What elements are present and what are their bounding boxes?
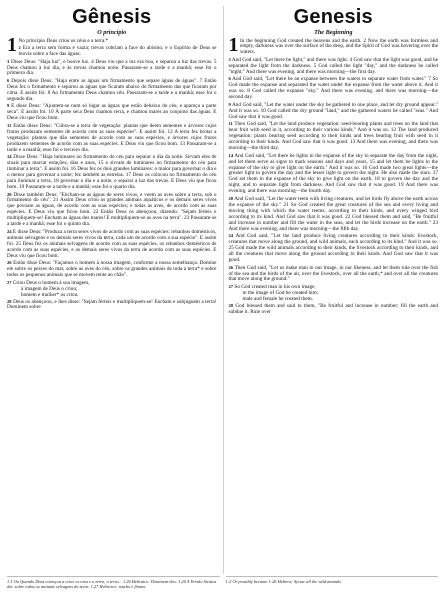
- footnotes: [7, 576, 438, 589]
- verse-text: Disse também Deus: "Encham-se as águas de seres vivos, e voem as aves sobre a terra, sob o firmamento do céu". 21 Assim Deus criou os grandes animais aquáticos e os demais seres vivos que povoam as águas, de acordo com as suas espécies; e todas as aves, de acordo com as suas espécies. E Deus viu que ficou bom. 22 Então Deus os abençoou, dizendo: "Sejam férteis e multipliquem-se! Encham as águas dos mares! E multipliquem-se as aves na terra". 23 Passaram-se a tarde e a manhã; esse foi o quinto dia.: [7, 191, 217, 228]
- verse-number: 6: [228, 76, 231, 82]
- verse-number: 27: [7, 279, 12, 285]
- verse-text: Depois disse Deus: "Haja entre as águas um firmamento que separe águas de águas". 7 Então Deus fez o firmamento e separou as águas que ficaram abaixo do firmamento das que ficaram por cima. E assim foi. 8 Ao firmamento Deus chamou céu. Passaram-se a tarde e a manhã; esse foi o segundo dia.: [7, 78, 217, 102]
- verse-text: No princípio Deus criou os céus e a terra.*: [18, 37, 109, 44]
- verse-number: 14: [228, 152, 234, 158]
- poem-line: male and female he created them.: [242, 295, 314, 302]
- footnote-en: 1:2 Or possibly became 1:26 Hebrew; Syriac all the wild animals: [226, 576, 439, 589]
- verse-text: So God created man in his own image,: [234, 284, 316, 291]
- verse-text: In the beginning God created the heavens and the earth. 2 Now the earth was formless and empty, darkness was over the surface of the deep, and the Spirit of God was hovering over the waters.: [240, 37, 438, 56]
- verse-number: 9: [228, 101, 231, 107]
- book-title-en: Genesis: [293, 6, 373, 28]
- verse-number: 27: [228, 284, 234, 290]
- verse: [7, 260, 217, 279]
- verse-number: 2: [18, 45, 21, 51]
- verse-number: 24: [228, 233, 234, 239]
- verse-number: 28: [228, 302, 234, 308]
- verse-text: And God said, "Let there be lights in the expanse of the sky to separate the day from the night, and let them serve as signs to mark seasons and days and years, 15 and let them be lights in the expanse of the sky to give light on the earth." And it was so. 16 God made two great lights—the greater light to govern the day and the lesser light to govern the night. He also made the stars. 17 God set them in the expanse of the sky to give light on the earth, 18 to govern the day and the night, and to separate light from darkness. And God saw that it was good. 19 And there was evening, and there was morning—the fourth day.: [228, 152, 438, 195]
- verse: [229, 265, 439, 284]
- section-title-pt: O princípio: [97, 29, 127, 36]
- verse-text: Criou Deus o homem à sua imagem,: [12, 279, 90, 286]
- verse: [229, 121, 439, 152]
- verse-number: 11: [7, 122, 12, 128]
- verse-list-pt: [7, 34, 217, 280]
- verse: [229, 57, 439, 76]
- verse-text: Disse Deus: "Haja luz", e houve luz. 4 Deus viu que a luz era boa, e separou a luz das trevas. 5 Deus chamou à luz dia, e às trevas chamou noite. Passaram-se a tarde e a manhã; esse foi o primeiro dia.: [7, 58, 217, 77]
- poem-line: in the image of God he created him;: [242, 289, 319, 296]
- verse: [7, 38, 217, 45]
- chapter-number-en: 1: [228, 34, 239, 56]
- verse-number: 26: [7, 260, 12, 266]
- verse: [229, 303, 439, 316]
- verse: [7, 59, 217, 78]
- verse-number: 14: [7, 154, 12, 160]
- verse-number: 26: [228, 264, 234, 270]
- verse-text: And God said, "Let the water under the sky be gathered to one place, and let dry ground appear." And it was so. 10 God called the dry ground "land," and the gathered waters he called "seas." And God saw that it was good.: [228, 101, 438, 120]
- verse-text: Era a terra sem forma e vazia; trevas cobriam a face do abismo, e o Espírito de Deus se movia sobre a face das águas.: [18, 45, 217, 57]
- verse: [229, 233, 439, 264]
- book-title-pt: Gênesis: [72, 6, 152, 28]
- verse-number: 24: [7, 228, 12, 234]
- verse-text: E disse Deus: "Produza a terra seres vivos de acordo com as suas espécies: rebanhos domésticos, animais selvagens e os demais seres vivos da terra, cada um de acordo com a sua espécie". E assim foi. 25 Deus fez os animais selvagens de acordo com as suas espécies, os rebanhos domésticos de acordo com as suas espécies, e os demais seres vivos da terra de acordo com as suas espécies. E Deus viu que ficou bom.: [7, 228, 217, 259]
- verse: [228, 34, 439, 57]
- verse: [7, 123, 217, 154]
- verse-number: 3: [228, 56, 231, 62]
- verse-text: Deus os abençoou, e lhes disse: "Sejam férteis e multipliquem-se! Encham e subjuguem a terra! Dominem sobre: [7, 298, 217, 311]
- verse: [7, 154, 217, 191]
- verse-text: Then God said, "Let us make man in our image, in our likeness, and let them rule over the fish of the sea and the birds of the air, over the livestock, over all the earth,* and over all the creatures that move along the ground.": [228, 264, 438, 283]
- verse: [7, 103, 217, 122]
- portuguese-column: [7, 6, 217, 574]
- verse-text: Então disse Deus: "Façamos o homem à nossa imagem, conforme a nossa semelhança. Domine ele sobre os peixes do mar, sobre as aves do céu, sobre os grandes animais de toda a terra* e sobre todos os pequenos animais que se movem rente ao chão".: [7, 260, 217, 279]
- poem-line: à imagem de Deus o criou;: [21, 285, 78, 292]
- verse: [229, 102, 439, 121]
- verse-text: And God said, "Let there be light," and there was light. 4 God saw that the light was good, and he separated the light from the darkness. 5 God called the light "day," and the darkness he called "night." And there was evening, and there was morning—the first day.: [228, 56, 438, 75]
- verse-text: And God said, "Let the land produce living creatures according to their kinds: livestock, creatures that move along the ground, and wild animals, each according to its kind." And it was so. 25 God made the wild animals according to their kinds, the livestock according to their kinds, and all the creatures that move along the ground according to their kinds. And God saw that it was good.: [228, 233, 438, 264]
- verse-number: 20: [228, 195, 234, 201]
- verse: [229, 196, 439, 233]
- verse-text: Disse Deus: "Haja luminares no firmamento do céu para separar o dia da noite. Sirvam eles de sinais para marcar estações, dias e anos, 15 e sirvam de luminares no firmamento do céu para iluminar a terra". E assim foi. 16 Deus fez os dois grandes luminares: o maior para governar o dia e o menor para governar a noite; fez também as estrelas. 17 Deus os colocou no firmamento do céu para iluminar a terra, 18 governar o dia e a noite, e separar a luz das trevas. E Deus viu que ficou bom. 19 Passaram-se a tarde e a manhã; esse foi o quarto dia.: [7, 154, 217, 190]
- verse-text: E disse Deus: "Ajuntem-se num só lugar as águas que estão debaixo do céu, e apareça a parte seca". E assim foi. 10 À parte seca Deus chamou terra, e chamou mares ao conjunto das águas. E Deus viu que ficou bom.: [7, 103, 217, 122]
- verse-text: Then God said, "Let the land produce vegetation: seed-bearing plants and trees on the land that bear fruit with seed in it, according to their various kinds." And it was so. 12 The land produced vegetation: plants bearing seed according to their kinds and trees bearing fruit with seed in it according to their kinds. And God saw that it was good. 13 And there was evening, and there was morning—the third day.: [228, 121, 438, 152]
- text-body-en: [228, 34, 439, 316]
- english-column: [223, 6, 439, 574]
- verse-number: 11: [228, 121, 233, 127]
- verse-number: 20: [7, 191, 12, 197]
- chapter-number-pt: 1: [7, 34, 17, 56]
- verse-number: 3: [7, 58, 10, 64]
- verse-list-en: [228, 34, 439, 284]
- verse-text: Então disse Deus: "Cubra-se a terra de vegetação: plantas que deem sementes e árvores cujos frutos produzam sementes de acordo com as suas espécies". E assim foi. 12 A terra fez brotar a vegetação: plantas que dão sementes de acordo com as suas espécies, e árvores cujos frutos produzem sementes de acordo com as suas espécies. E Deus viu que ficou bom. 13 Passaram-se a tarde e a manhã; esse foi o terceiro dia.: [7, 122, 217, 153]
- section-title-en: The Beginning: [314, 29, 353, 36]
- verse: [7, 78, 217, 103]
- verse: [7, 299, 217, 312]
- verse-text: God blessed them and said to them, "Be fruitful and increase in number; fill the earth and subdue it. Rule over: [228, 302, 438, 315]
- verse: [7, 45, 217, 58]
- text-body-pt: [7, 34, 217, 312]
- verse: [229, 153, 439, 196]
- poem-en: [229, 291, 439, 303]
- parallel-columns: [7, 6, 438, 574]
- footnote-pt: 1.1 Ou Quando Deus começou a criar os céus e a terra, a terra... 1.26 Hebraico: Dominem eles. 1.26 A Versão Siríaca diz: sobre todos os animais selvagens da terra. 1.27 Hebraico: macho e fêmea.: [7, 576, 220, 589]
- verse-text: And God said, "Let the water teem with living creatures, and let birds fly above the earth across the expanse of the sky." 21 So God created the great creatures of the sea and every living and moving thing with which the water teems, according to their kinds, and every winged bird according to its kind. And God saw that it was good. 22 God blessed them and said, "Be fruitful and increase in number and fill the water in the seas, and let the birds increase on the earth." 23 And there was evening, and there was morning—the fifth day.: [228, 195, 438, 232]
- verse-text: And God said, "Let there be an expanse between the waters to separate water from water." 7 So God made the expanse and separated the water under the expanse from the water above it. And it was so. 8 God called the expanse "sky." And there was evening, and there was morning—the second day.: [228, 76, 438, 101]
- verse-number: 6: [7, 78, 10, 83]
- verse: [7, 229, 217, 260]
- verse-number: 9: [7, 103, 10, 109]
- poem-pt: [7, 287, 217, 299]
- verse: [229, 76, 439, 101]
- poem-line: homem e mulher* os criou.: [21, 291, 79, 298]
- verse: [7, 192, 217, 229]
- verse-number: 28: [7, 298, 12, 304]
